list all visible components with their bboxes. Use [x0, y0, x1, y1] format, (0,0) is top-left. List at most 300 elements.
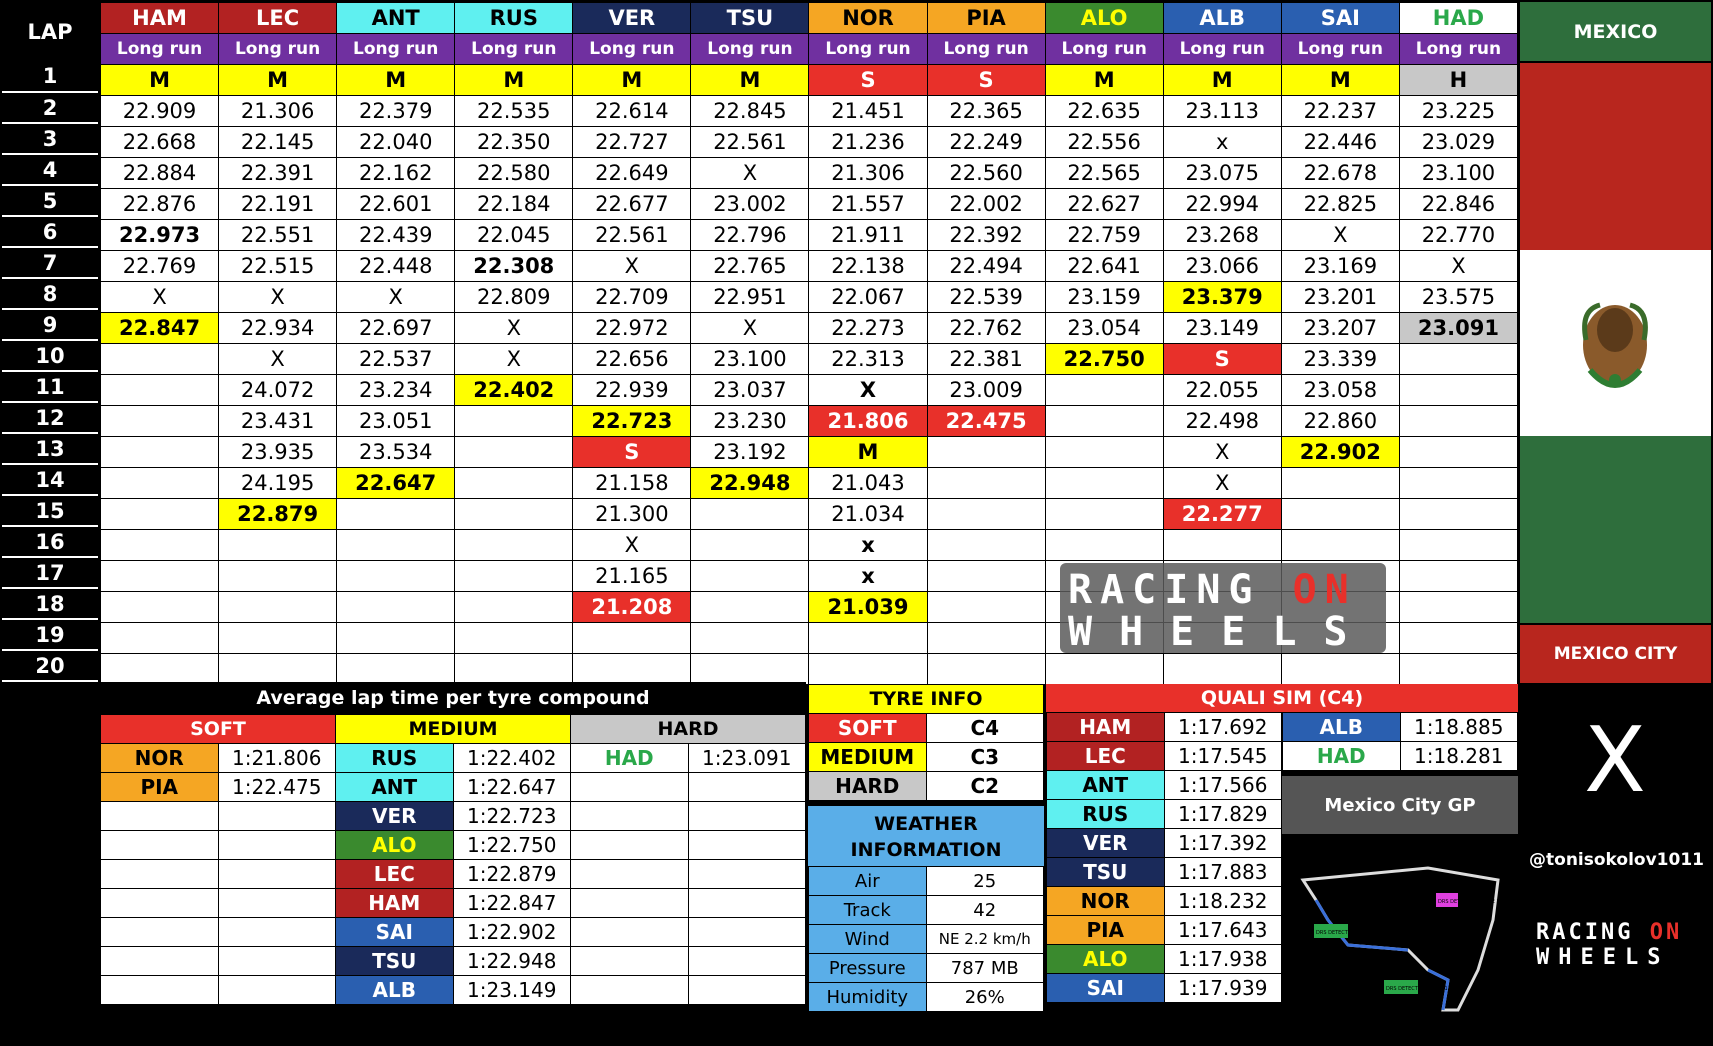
empty-cell — [571, 860, 689, 889]
quali-time: 1:17.566 — [1164, 771, 1282, 800]
lap-time-cell: 23.159 — [1045, 282, 1163, 313]
lap-time-cell: 22.934 — [219, 313, 337, 344]
lap-time-cell — [455, 623, 573, 654]
empty-cell — [101, 918, 219, 947]
run-mode: Long run — [927, 34, 1045, 65]
lap-time-cell: 22.641 — [1045, 251, 1163, 282]
lap-time-cell — [1281, 530, 1399, 561]
lap-time-cell — [337, 592, 455, 623]
lap-time-cell: 24.072 — [219, 375, 337, 406]
lap-time-cell — [1281, 468, 1399, 499]
lap-time-cell: 22.647 — [337, 468, 455, 499]
empty-cell — [688, 831, 806, 860]
driver-tag: ALB — [1283, 713, 1401, 742]
quali-table — [1046, 712, 1282, 1003]
lap-time-cell: 21.208 — [573, 592, 691, 623]
lap-time-cell — [337, 499, 455, 530]
lap-number: 12 — [2, 402, 98, 433]
lap-time-cell: 22.067 — [809, 282, 927, 313]
run-mode: Long run — [101, 34, 219, 65]
lap-time-cell: 21.306 — [219, 96, 337, 127]
weather-value: 42 — [926, 896, 1044, 925]
lap-time-cell: 23.066 — [1163, 251, 1281, 282]
driver-tag: ANT — [336, 773, 454, 802]
lap-time-cell: 22.580 — [455, 158, 573, 189]
driver-tag: RUS — [1047, 800, 1165, 829]
run-mode: Long run — [1045, 34, 1163, 65]
lap-time-cell — [101, 344, 219, 375]
lap-time-cell: 22.475 — [927, 406, 1045, 437]
lap-time-cell — [455, 592, 573, 623]
lap-time-cell: 22.002 — [927, 189, 1045, 220]
avg-time: 1:22.750 — [453, 831, 571, 860]
empty-cell — [571, 802, 689, 831]
lap-time-cell: 22.847 — [101, 313, 219, 344]
empty-cell — [688, 860, 806, 889]
lap-time-cell — [337, 654, 455, 685]
lap-time-cell — [573, 623, 691, 654]
weather-key: Air — [809, 867, 927, 896]
lap-time-cell: 23.075 — [1163, 158, 1281, 189]
lap-time-cell: 22.845 — [691, 96, 809, 127]
run-mode: Long run — [1399, 34, 1517, 65]
lap-time-cell — [101, 499, 219, 530]
lap-time-cell: X — [691, 313, 809, 344]
lap-time-cell — [927, 468, 1045, 499]
lap-time-cell — [927, 437, 1045, 468]
lap-time-cell: 22.884 — [101, 158, 219, 189]
gp-name-label: Mexico City GP — [1282, 776, 1518, 834]
lap-time-cell: 23.029 — [1399, 127, 1517, 158]
lap-time-cell: 22.537 — [337, 344, 455, 375]
start-tyre: S — [927, 65, 1045, 96]
run-mode: Long run — [573, 34, 691, 65]
lap-number: 19 — [2, 619, 98, 650]
run-mode: Long run — [455, 34, 573, 65]
empty-cell — [688, 976, 806, 1005]
avg-time: 1:22.402 — [453, 744, 571, 773]
quali-extra-table — [1282, 712, 1518, 771]
driver-tag: ALO — [1047, 945, 1165, 974]
quali-time: 1:17.938 — [1164, 945, 1282, 974]
driver-header-ant: ANT — [337, 3, 455, 34]
empty-cell — [688, 947, 806, 976]
lap-number: 9 — [2, 309, 98, 340]
medium-header: MEDIUM — [336, 715, 571, 744]
svg-text:DRS DETECTION ZONE 3: DRS DETECTION ZONE 3 — [1316, 930, 1378, 936]
lap-time-cell — [455, 468, 573, 499]
racing-on-wheels-small-logo: RACING ON WHEELS — [1536, 920, 1683, 970]
lap-time-cell: 22.249 — [927, 127, 1045, 158]
lap-time-cell — [927, 499, 1045, 530]
lap-time-cell — [1281, 654, 1399, 685]
lap-number: 18 — [2, 588, 98, 619]
lap-time-cell: 22.535 — [455, 96, 573, 127]
twitter-handle[interactable]: @tonisokolov1011 — [1529, 850, 1704, 870]
lap-time-cell: 22.494 — [927, 251, 1045, 282]
lap-time-cell: 22.277 — [1163, 499, 1281, 530]
lap-time-cell — [1399, 592, 1517, 623]
lap-time-cell: 22.551 — [219, 220, 337, 251]
lap-time-cell: 21.557 — [809, 189, 927, 220]
lap-time-cell: 23.100 — [1399, 158, 1517, 189]
lap-time-cell — [1399, 654, 1517, 685]
lap-time-cell: 23.149 — [1163, 313, 1281, 344]
avg-title: Average lap time per tyre compound — [100, 682, 806, 714]
lap-time-cell: S — [1163, 344, 1281, 375]
lap-time-cell: 22.055 — [1163, 375, 1281, 406]
lap-time-cell: 22.045 — [455, 220, 573, 251]
lap-time-cell — [927, 592, 1045, 623]
lap-time-cell: 24.195 — [219, 468, 337, 499]
lap-time-cell: 23.379 — [1163, 282, 1281, 313]
lap-time-cell — [219, 592, 337, 623]
lap-time-cell: 22.951 — [691, 282, 809, 313]
empty-cell — [571, 918, 689, 947]
lap-time-cell — [1045, 499, 1163, 530]
lap-time-cell: X — [691, 158, 809, 189]
lap-time-cell: 22.994 — [1163, 189, 1281, 220]
lap-time-cell: x — [1163, 127, 1281, 158]
empty-cell — [688, 802, 806, 831]
lap-time-cell: 22.948 — [691, 468, 809, 499]
lap-time-cell: 22.762 — [927, 313, 1045, 344]
driver-header-ver: VER — [573, 3, 691, 34]
tyre-info-table — [808, 684, 1044, 801]
weather-key: Track — [809, 896, 927, 925]
lap-time-cell: X — [573, 251, 691, 282]
lap-time-cell: 22.446 — [1281, 127, 1399, 158]
lap-time-cell: 22.770 — [1399, 220, 1517, 251]
run-mode: Long run — [1163, 34, 1281, 65]
avg-table — [100, 714, 806, 1005]
lap-time-cell — [1281, 499, 1399, 530]
weather-key: Humidity — [809, 983, 927, 1012]
start-tyre: S — [809, 65, 927, 96]
driver-header-nor: NOR — [809, 3, 927, 34]
tyre-name: HARD — [809, 772, 927, 801]
lap-time-cell: 22.145 — [219, 127, 337, 158]
lap-time-cell — [219, 623, 337, 654]
lap-number: 1 — [2, 61, 98, 92]
lap-time-cell: 22.973 — [101, 220, 219, 251]
lap-time-cell: 22.539 — [927, 282, 1045, 313]
driver-tag: ANT — [1047, 771, 1165, 800]
lap-time-cell: 22.972 — [573, 313, 691, 344]
avg-time: 1:22.475 — [218, 773, 336, 802]
empty-cell — [218, 976, 336, 1005]
lap-time-cell: 23.113 — [1163, 96, 1281, 127]
weather-value: 25 — [926, 867, 1044, 896]
lap-number: 2 — [2, 92, 98, 123]
lap-time-cell: 22.750 — [1045, 344, 1163, 375]
driver-tag: HAD — [571, 744, 689, 773]
lap-time-cell: 22.560 — [927, 158, 1045, 189]
lap-time-cell — [1399, 344, 1517, 375]
lap-time-cell: X — [455, 344, 573, 375]
lap-time-cell: 21.451 — [809, 96, 927, 127]
lap-number: 14 — [2, 464, 98, 495]
lap-time-cell: 22.308 — [455, 251, 573, 282]
lap-time-cell: 23.054 — [1045, 313, 1163, 344]
lap-time-cell: 22.902 — [1281, 437, 1399, 468]
lap-time-cell: 23.268 — [1163, 220, 1281, 251]
lap-header: LAP — [2, 2, 98, 61]
run-mode: Long run — [809, 34, 927, 65]
lap-number: 10 — [2, 340, 98, 371]
lap-time-cell: 22.556 — [1045, 127, 1163, 158]
driver-tag: SAI — [336, 918, 454, 947]
lap-time-cell: 22.759 — [1045, 220, 1163, 251]
empty-cell — [571, 831, 689, 860]
country-label: MEXICO — [1520, 2, 1711, 61]
lap-time-cell: 22.627 — [1045, 189, 1163, 220]
lap-time-cell: 23.009 — [927, 375, 1045, 406]
lap-time-cell: 23.100 — [691, 344, 809, 375]
lap-time-cell — [1163, 654, 1281, 685]
lap-time-cell: 22.040 — [337, 127, 455, 158]
lap-time-cell: 22.809 — [455, 282, 573, 313]
lap-time-cell: 21.306 — [809, 158, 927, 189]
lap-column — [2, 2, 98, 682]
lap-time-cell: 23.058 — [1281, 375, 1399, 406]
city-label: MEXICO CITY — [1520, 625, 1711, 683]
driver-tag: TSU — [1047, 858, 1165, 887]
driver-tag: PIA — [1047, 916, 1165, 945]
weather-key: Pressure — [809, 954, 927, 983]
driver-tag: HAM — [1047, 713, 1165, 742]
empty-cell — [101, 976, 219, 1005]
lap-time-cell — [1045, 530, 1163, 561]
lap-time-cell: 23.091 — [1399, 313, 1517, 344]
empty-cell — [218, 860, 336, 889]
empty-cell — [218, 947, 336, 976]
lap-time-cell: 23.192 — [691, 437, 809, 468]
avg-time: 1:22.723 — [453, 802, 571, 831]
quali-time: 1:17.643 — [1164, 916, 1282, 945]
lap-time-cell: 22.796 — [691, 220, 809, 251]
lap-time-cell — [809, 623, 927, 654]
weather-table — [808, 866, 1044, 1012]
lap-time-cell — [1045, 375, 1163, 406]
quali-time: 1:17.392 — [1164, 829, 1282, 858]
lap-time-cell: 22.350 — [455, 127, 573, 158]
lap-time-cell — [809, 654, 927, 685]
avg-time: 1:21.806 — [218, 744, 336, 773]
lap-time-cell: 23.207 — [1281, 313, 1399, 344]
lap-time-cell — [455, 530, 573, 561]
lap-time-cell — [927, 561, 1045, 592]
lap-time-cell: 22.649 — [573, 158, 691, 189]
empty-cell — [688, 773, 806, 802]
lap-time-cell: 22.402 — [455, 375, 573, 406]
lap-time-cell: 21.158 — [573, 468, 691, 499]
racing-on-wheels-logo: RACING ON WHEELS — [1060, 563, 1386, 653]
empty-cell — [218, 918, 336, 947]
x-logo-icon[interactable]: X — [1584, 708, 1646, 813]
lap-time-cell: 23.037 — [691, 375, 809, 406]
lap-time-cell: 23.431 — [219, 406, 337, 437]
run-mode: Long run — [691, 34, 809, 65]
lap-time-cell: 21.236 — [809, 127, 927, 158]
empty-cell — [101, 947, 219, 976]
lap-time-cell: 22.381 — [927, 344, 1045, 375]
hard-header: HARD — [571, 715, 806, 744]
empty-cell — [101, 889, 219, 918]
lap-time-cell — [691, 623, 809, 654]
tyre-compound: C2 — [926, 772, 1044, 801]
avg-time: 1:22.847 — [453, 889, 571, 918]
lap-time-cell: 22.561 — [573, 220, 691, 251]
lap-time-cell — [219, 530, 337, 561]
empty-cell — [571, 947, 689, 976]
avg-time: 1:22.647 — [453, 773, 571, 802]
lap-time-cell: X — [219, 282, 337, 313]
driver-tag: PIA — [101, 773, 219, 802]
lap-time-cell — [101, 468, 219, 499]
driver-tag: LEC — [1047, 742, 1165, 771]
lap-time-cell — [455, 561, 573, 592]
lap-number: 20 — [2, 650, 98, 681]
lap-time-cell — [691, 530, 809, 561]
lap-time-cell: 21.043 — [809, 468, 927, 499]
lap-time-cell — [573, 654, 691, 685]
lap-time-cell: 23.575 — [1399, 282, 1517, 313]
quali-time: 1:18.281 — [1400, 742, 1518, 771]
lap-time-cell: 22.184 — [455, 189, 573, 220]
lap-time-cell — [1399, 406, 1517, 437]
lap-time-cell: 23.935 — [219, 437, 337, 468]
quali-time: 1:17.545 — [1164, 742, 1282, 771]
start-tyre: M — [337, 65, 455, 96]
lap-time-cell: X — [809, 375, 927, 406]
weather-title: WEATHER INFORMATION — [808, 806, 1044, 866]
lap-time-cell: X — [1281, 220, 1399, 251]
lap-time-cell — [1399, 375, 1517, 406]
lap-time-cell: 22.697 — [337, 313, 455, 344]
lap-time-cell: 22.565 — [1045, 158, 1163, 189]
lap-time-cell: 23.002 — [691, 189, 809, 220]
quali-time: 1:18.232 — [1164, 887, 1282, 916]
lap-time-cell: 22.656 — [573, 344, 691, 375]
lap-time-cell: 22.635 — [1045, 96, 1163, 127]
empty-cell — [101, 831, 219, 860]
start-tyre: M — [1045, 65, 1163, 96]
lap-number: 16 — [2, 526, 98, 557]
run-mode: Long run — [1281, 34, 1399, 65]
driver-header-pia: PIA — [927, 3, 1045, 34]
empty-cell — [571, 976, 689, 1005]
driver-header-lec: LEC — [219, 3, 337, 34]
driver-tag: RUS — [336, 744, 454, 773]
driver-tag: NOR — [101, 744, 219, 773]
lap-time-cell: 22.391 — [219, 158, 337, 189]
avg-time: 1:22.948 — [453, 947, 571, 976]
lap-time-cell — [1399, 437, 1517, 468]
quali-time: 1:18.885 — [1400, 713, 1518, 742]
empty-cell — [101, 860, 219, 889]
driver-tag: LEC — [336, 860, 454, 889]
lap-time-cell: 23.201 — [1281, 282, 1399, 313]
lap-time-cell — [691, 561, 809, 592]
lap-time-cell: 21.165 — [573, 561, 691, 592]
lap-number: 8 — [2, 278, 98, 309]
lap-time-cell: X — [337, 282, 455, 313]
lap-time-cell: 22.677 — [573, 189, 691, 220]
lap-time-cell: 21.039 — [809, 592, 927, 623]
start-tyre: M — [1281, 65, 1399, 96]
lap-time-cell: 22.678 — [1281, 158, 1399, 189]
lap-time-cell: X — [455, 313, 573, 344]
start-tyre: M — [219, 65, 337, 96]
driver-header-had: HAD — [1399, 3, 1517, 34]
lap-time-cell — [927, 654, 1045, 685]
driver-header-alo: ALO — [1045, 3, 1163, 34]
lap-time-cell: 22.162 — [337, 158, 455, 189]
lap-time-cell: 22.860 — [1281, 406, 1399, 437]
driver-tag: NOR — [1047, 887, 1165, 916]
lap-time-cell: 22.561 — [691, 127, 809, 158]
lap-time-cell — [337, 530, 455, 561]
lap-time-cell — [101, 561, 219, 592]
quali-time: 1:17.939 — [1164, 974, 1282, 1003]
lap-time-cell — [455, 406, 573, 437]
lap-time-cell: 22.668 — [101, 127, 219, 158]
driver-tag: VER — [336, 802, 454, 831]
avg-time: 1:22.879 — [453, 860, 571, 889]
svg-text:DRS DETECTION ZONE 1: DRS DETECTION ZONE 1 — [1386, 986, 1448, 992]
lap-time-cell — [337, 561, 455, 592]
driver-tag: SAI — [1047, 974, 1165, 1003]
lap-time-cell: 23.234 — [337, 375, 455, 406]
lap-time-cell: 22.498 — [1163, 406, 1281, 437]
avg-time: 1:23.091 — [688, 744, 806, 773]
lap-time-cell — [101, 437, 219, 468]
lap-time-cell: 23.339 — [1281, 344, 1399, 375]
start-tyre: H — [1399, 65, 1517, 96]
lap-time-cell — [455, 437, 573, 468]
lap-time-cell: 21.034 — [809, 499, 927, 530]
lap-time-cell: 22.191 — [219, 189, 337, 220]
empty-cell — [218, 831, 336, 860]
empty-cell — [218, 802, 336, 831]
lap-time-cell: 22.448 — [337, 251, 455, 282]
lap-time-cell: X — [101, 282, 219, 313]
lap-time-cell — [219, 561, 337, 592]
lap-time-cell: X — [1399, 251, 1517, 282]
empty-cell — [688, 918, 806, 947]
lap-time-cell: M — [809, 437, 927, 468]
quali-title: QUALI SIM (C4) — [1046, 684, 1518, 712]
tyre-compound: C4 — [926, 714, 1044, 743]
lap-time-cell: 21.300 — [573, 499, 691, 530]
start-tyre: M — [691, 65, 809, 96]
lap-number: 6 — [2, 216, 98, 247]
lap-time-cell: 21.806 — [809, 406, 927, 437]
run-mode: Long run — [219, 34, 337, 65]
lap-time-cell: 22.365 — [927, 96, 1045, 127]
weather-value: 787 MB — [926, 954, 1044, 983]
driver-tag: ALB — [336, 976, 454, 1005]
lap-time-cell — [1399, 499, 1517, 530]
lap-time-cell: X — [219, 344, 337, 375]
lap-time-cell: 22.237 — [1281, 96, 1399, 127]
lap-time-cell — [455, 499, 573, 530]
lap-time-cell — [927, 623, 1045, 654]
empty-cell — [571, 773, 689, 802]
driver-tag: ALO — [336, 831, 454, 860]
avg-time: 1:23.149 — [453, 976, 571, 1005]
